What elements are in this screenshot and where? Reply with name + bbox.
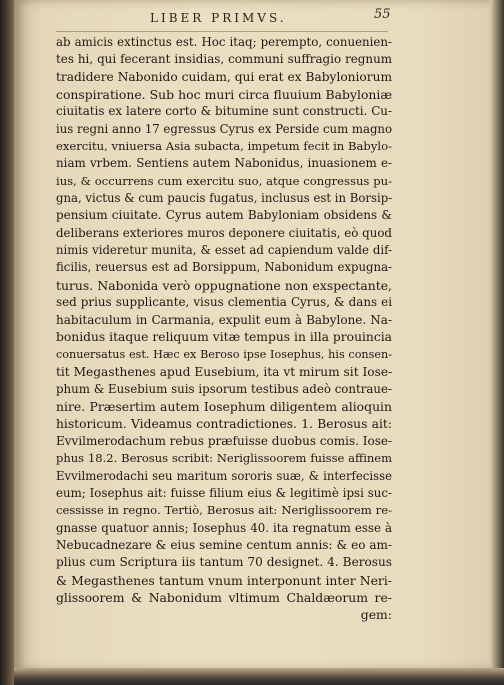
- text-line: cessisse in regno. Tertiò, Berosus ait: Neriglissoorem re-: [56, 503, 392, 518]
- text-line: Evvilmerodachum rebus præfuisse duobus comis. Iose-: [56, 433, 393, 448]
- page-edge-bottom: [14, 668, 504, 685]
- text-line: phum & Eusebium suis ipsorum testibus adeò contraue-: [56, 381, 392, 396]
- catchword: gem:: [360, 607, 392, 623]
- text-line: deliberans exteriores muros deponere ciuitatis, eò quod: [56, 225, 392, 240]
- text-line: niam vrbem. Sentiens autem Nabonidus, inuasionem e-: [56, 156, 392, 171]
- text-line: sed prius supplicante, visus clementia Cyrus, & dans ei: [56, 295, 392, 310]
- text-line: nimis videretur munita, & esset ad capiendum valde dif-: [56, 243, 392, 258]
- text-line: habitaculum in Carmania, expulit eum à Babylone. Na-: [56, 312, 392, 327]
- text-line: ficilis, reuersus est ad Borsippum, Nabonidum expugna-: [56, 260, 392, 275]
- text-line: plius cum Scriptura iis tantum 70 designet. 4. Berosus: [56, 555, 392, 570]
- text-line: conuersatus est. Hæc ex Beroso ipse Iosephus, his consen-: [56, 348, 392, 362]
- text-line: Nebucadnezare & eius semine centum annis: & eo am-: [56, 537, 392, 552]
- text-line: ius regni anno 17 egressus Cyrus ex Perside cum magno: [56, 121, 392, 136]
- page-number: 55: [374, 7, 391, 22]
- text-line: gnasse quatuor annis; Iosephus 40. ita regnatum esse à: [56, 520, 392, 535]
- text-line: turus. Nabonida verò oppugnatione non exspectante,: [56, 277, 392, 293]
- text-line: historicum. Videamus contradictiones. 1. Berosus ait:: [56, 416, 392, 431]
- text-line: tit Megasthenes apud Eusebium, ita vt mirum sit Iose-: [56, 364, 393, 379]
- text-line: & Megasthenes tantum vnum interponunt inter Neri-: [56, 572, 392, 588]
- text-line: tes hi, qui fecerant insidias, communi suffragio regnum: [56, 52, 392, 67]
- text-line: gna, victus & cum paucis fugatus, inclusus est in Borsip-: [56, 191, 393, 206]
- text-line: conspiratione. Sub hoc muri circa fluuium Babyloniæ: [56, 87, 392, 103]
- running-head: LIBER PRIMVS.: [150, 11, 287, 25]
- header-rule: [56, 31, 388, 32]
- body-text: [56, 34, 392, 624]
- text-line: ab amicis extinctus est. Hoc itaq; perempto, conuenien-: [56, 35, 392, 49]
- text-line: tradidere Nabonido cuidam, qui erat ex Babyloniorum: [56, 69, 392, 84]
- text-line: nire. Præsertim autem Iosephum diligentem alioquin: [56, 399, 392, 415]
- text-line: ciuitatis ex latere corto & bitumine sunt constructi. Cu-: [56, 104, 392, 119]
- text-line: ius, & occurrens cum exercitu suo, atque congressus pu-: [56, 173, 392, 188]
- text-line: exercitu, vniuersa Asia subacta, impetum fecit in Babylo-: [56, 139, 392, 154]
- text-line: glissoorem & Nabonidum vltimum Chaldæorum re-: [56, 590, 392, 605]
- text-line: bonidus itaque reliquum vitæ tempus in illa prouincia: [56, 329, 392, 344]
- text-line: eum; Iosephus ait: fuisse filium eius & legitimè ipsi suc-: [56, 485, 392, 500]
- text-line: Evvilmerodachi seu maritum sororis suæ, & interfecisse: [56, 468, 392, 483]
- text-line: phus 18.2. Berosus scribit: Neriglissoorem fuisse affinem: [56, 451, 392, 466]
- text-line: pensium ciuitate. Cyrus autem Babyloniam obsidens &: [56, 208, 392, 223]
- page-edge-right: [490, 0, 504, 685]
